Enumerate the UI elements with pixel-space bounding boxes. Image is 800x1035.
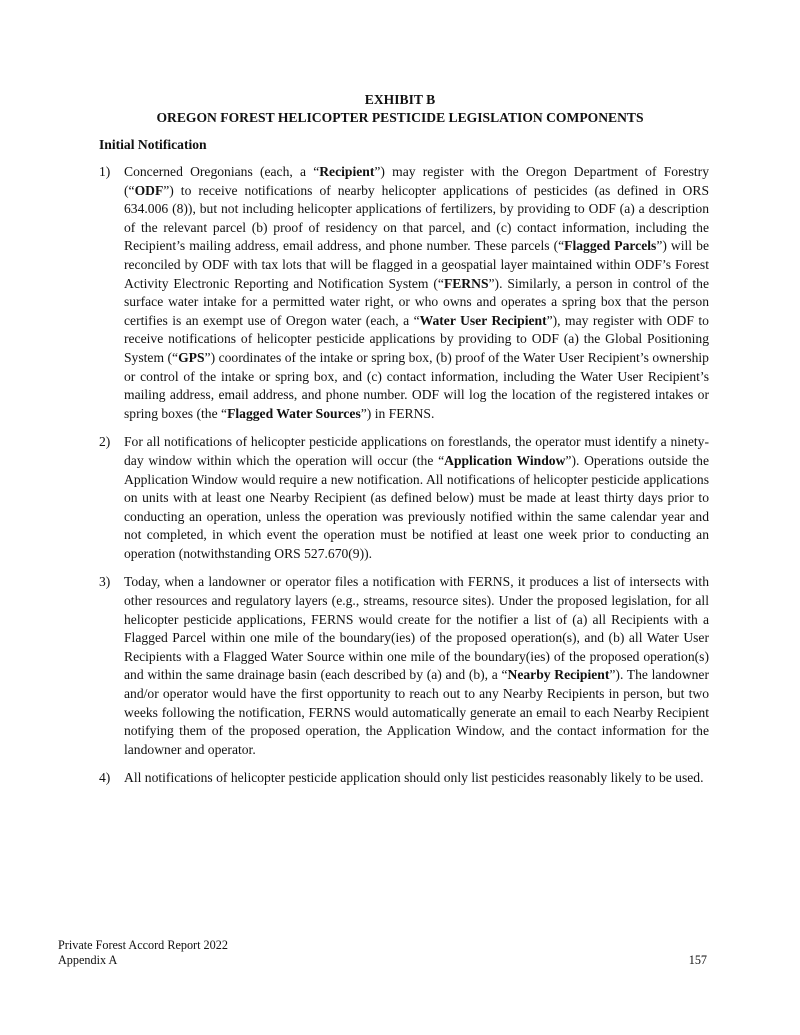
text-run: ”). The landowner and/or operator would have the first opportunity to reach out to any Nearby Recipients in person, but two weeks following the notification, FERNS would automatically generate an email to each Nearby Recipient notifying them of the proposed operation, the Application Window, and the contact information for the landowner and operator. [124, 667, 709, 757]
defined-term: FERNS [443, 275, 489, 291]
list-item [99, 573, 709, 759]
defined-term: Application Window [444, 452, 566, 468]
list-item-text [124, 770, 704, 785]
list-item [99, 163, 709, 423]
exhibit-subtitle: OREGON FOREST HELICOPTER PESTICIDE LEGISLATION COMPONENTS [156, 110, 644, 125]
footer-appendix: Appendix A [58, 953, 118, 967]
text-run: ”). Operations outside the Application Window would require a new notification. All notifications of helicopter pesticide applications on units with at least one Nearby Recipient (as defined below) must be made at least thirty days prior to conducting an operation, unless the operation was previously notified within the same calendar year and not completed, in which event the operation must be notified at least one week prior to conducting an operation (notwithstanding ORS 527.670(9)). [124, 452, 709, 561]
text-run: Today, when a landowner or operator files a notification with FERNS, it produces a list of intersects with other resources and regulatory layers (e.g., streams, resource sites). Under the proposed legislation, for all helicopter pesticide applications, FERNS would create for the notifier a list of (a) all Recipients with a Flagged Parcel within one mile of the boundary(ies) of the proposed operation(s), and (b) all Water User Recipients with a Flagged Water Source within one mile of the boundary(ies) of the proposed operation(s) and within the same drainage basin (each described by (a) and (b), a “ [124, 574, 709, 683]
list-item-number: 4) [99, 770, 111, 786]
text-run: ”) will be reconciled by ODF with tax lots that will be flagged in a geospatial layer maintained within ODF’s Forest Activity Electronic Reporting and Notification System (“ [124, 238, 709, 291]
text-run: ”) in FERNS. [360, 405, 435, 421]
list-item-number: 3) [99, 574, 111, 590]
list-item-text [124, 574, 709, 756]
text-run: ”) may register with the Oregon Department of Forestry (“ [124, 164, 709, 198]
defined-term: Recipient [319, 164, 375, 179]
text-run: ”). Similarly, a person in control of the surface water intake for a permitted water right, or who owns and operates a spring box that the person certifies is an exempt use of Oregon water (each, a “ [124, 275, 709, 328]
footer-report-title: Private Forest Accord Report 2022 [58, 938, 228, 952]
text-run: ”), may register with ODF to receive notifications of helicopter pesticide applications by providing to ODF (a) the Global Positioning System (“ [124, 312, 709, 365]
list-item-text [124, 164, 709, 421]
defined-term: Water User Recipient [419, 312, 547, 328]
section-heading: Initial Notification [99, 137, 207, 152]
text-run: ”) coordinates of the intake or spring box, (b) proof of the Water User Recipient’s ownership or control of the intake or spring box, and (c) contact information, including the Water User Recipient’s mailing address, email address, and phone number. ODF will log the location of the registered intakes or spring boxes (the “ [124, 349, 709, 421]
footer-report-info [58, 938, 228, 968]
page-number: 157 [688, 953, 707, 967]
defined-term: Flagged Parcels [564, 238, 657, 254]
title-block [0, 91, 800, 127]
exhibit-title: EXHIBIT B [364, 92, 436, 107]
list-item [99, 769, 709, 788]
text-run: ”) to receive notifications of nearby helicopter applications of pesticides (as defined in ORS 634.006 (8)), but not including helicopter applications of fertilizers, by providing to ODF (a) a description of the relevant parcel (b) proof of residency on that parcel, and (c) contact information, including the Recipient’s mailing address, email address, and phone number. These parcels (“ [124, 182, 709, 254]
list-item-number: 2) [99, 434, 111, 450]
list-item-number: 1) [99, 164, 111, 179]
list-item [99, 433, 709, 563]
text-run: For all notifications of helicopter pesticide applications on forestlands, the operator must identify a ninety-day window within which the operation will occur (the “ [124, 434, 709, 468]
list-item-text [124, 434, 709, 561]
text-run: Concerned Oregonians (each, a “ [124, 164, 320, 179]
text-run: All notifications of helicopter pesticide application should only list pesticides reasonably likely to be used. [124, 770, 704, 786]
defined-term: Nearby Recipient [507, 667, 610, 683]
defined-term: GPS [178, 349, 205, 365]
defined-term: Flagged Water Sources [227, 405, 361, 421]
defined-term: ODF [134, 182, 164, 198]
numbered-list [99, 163, 709, 798]
